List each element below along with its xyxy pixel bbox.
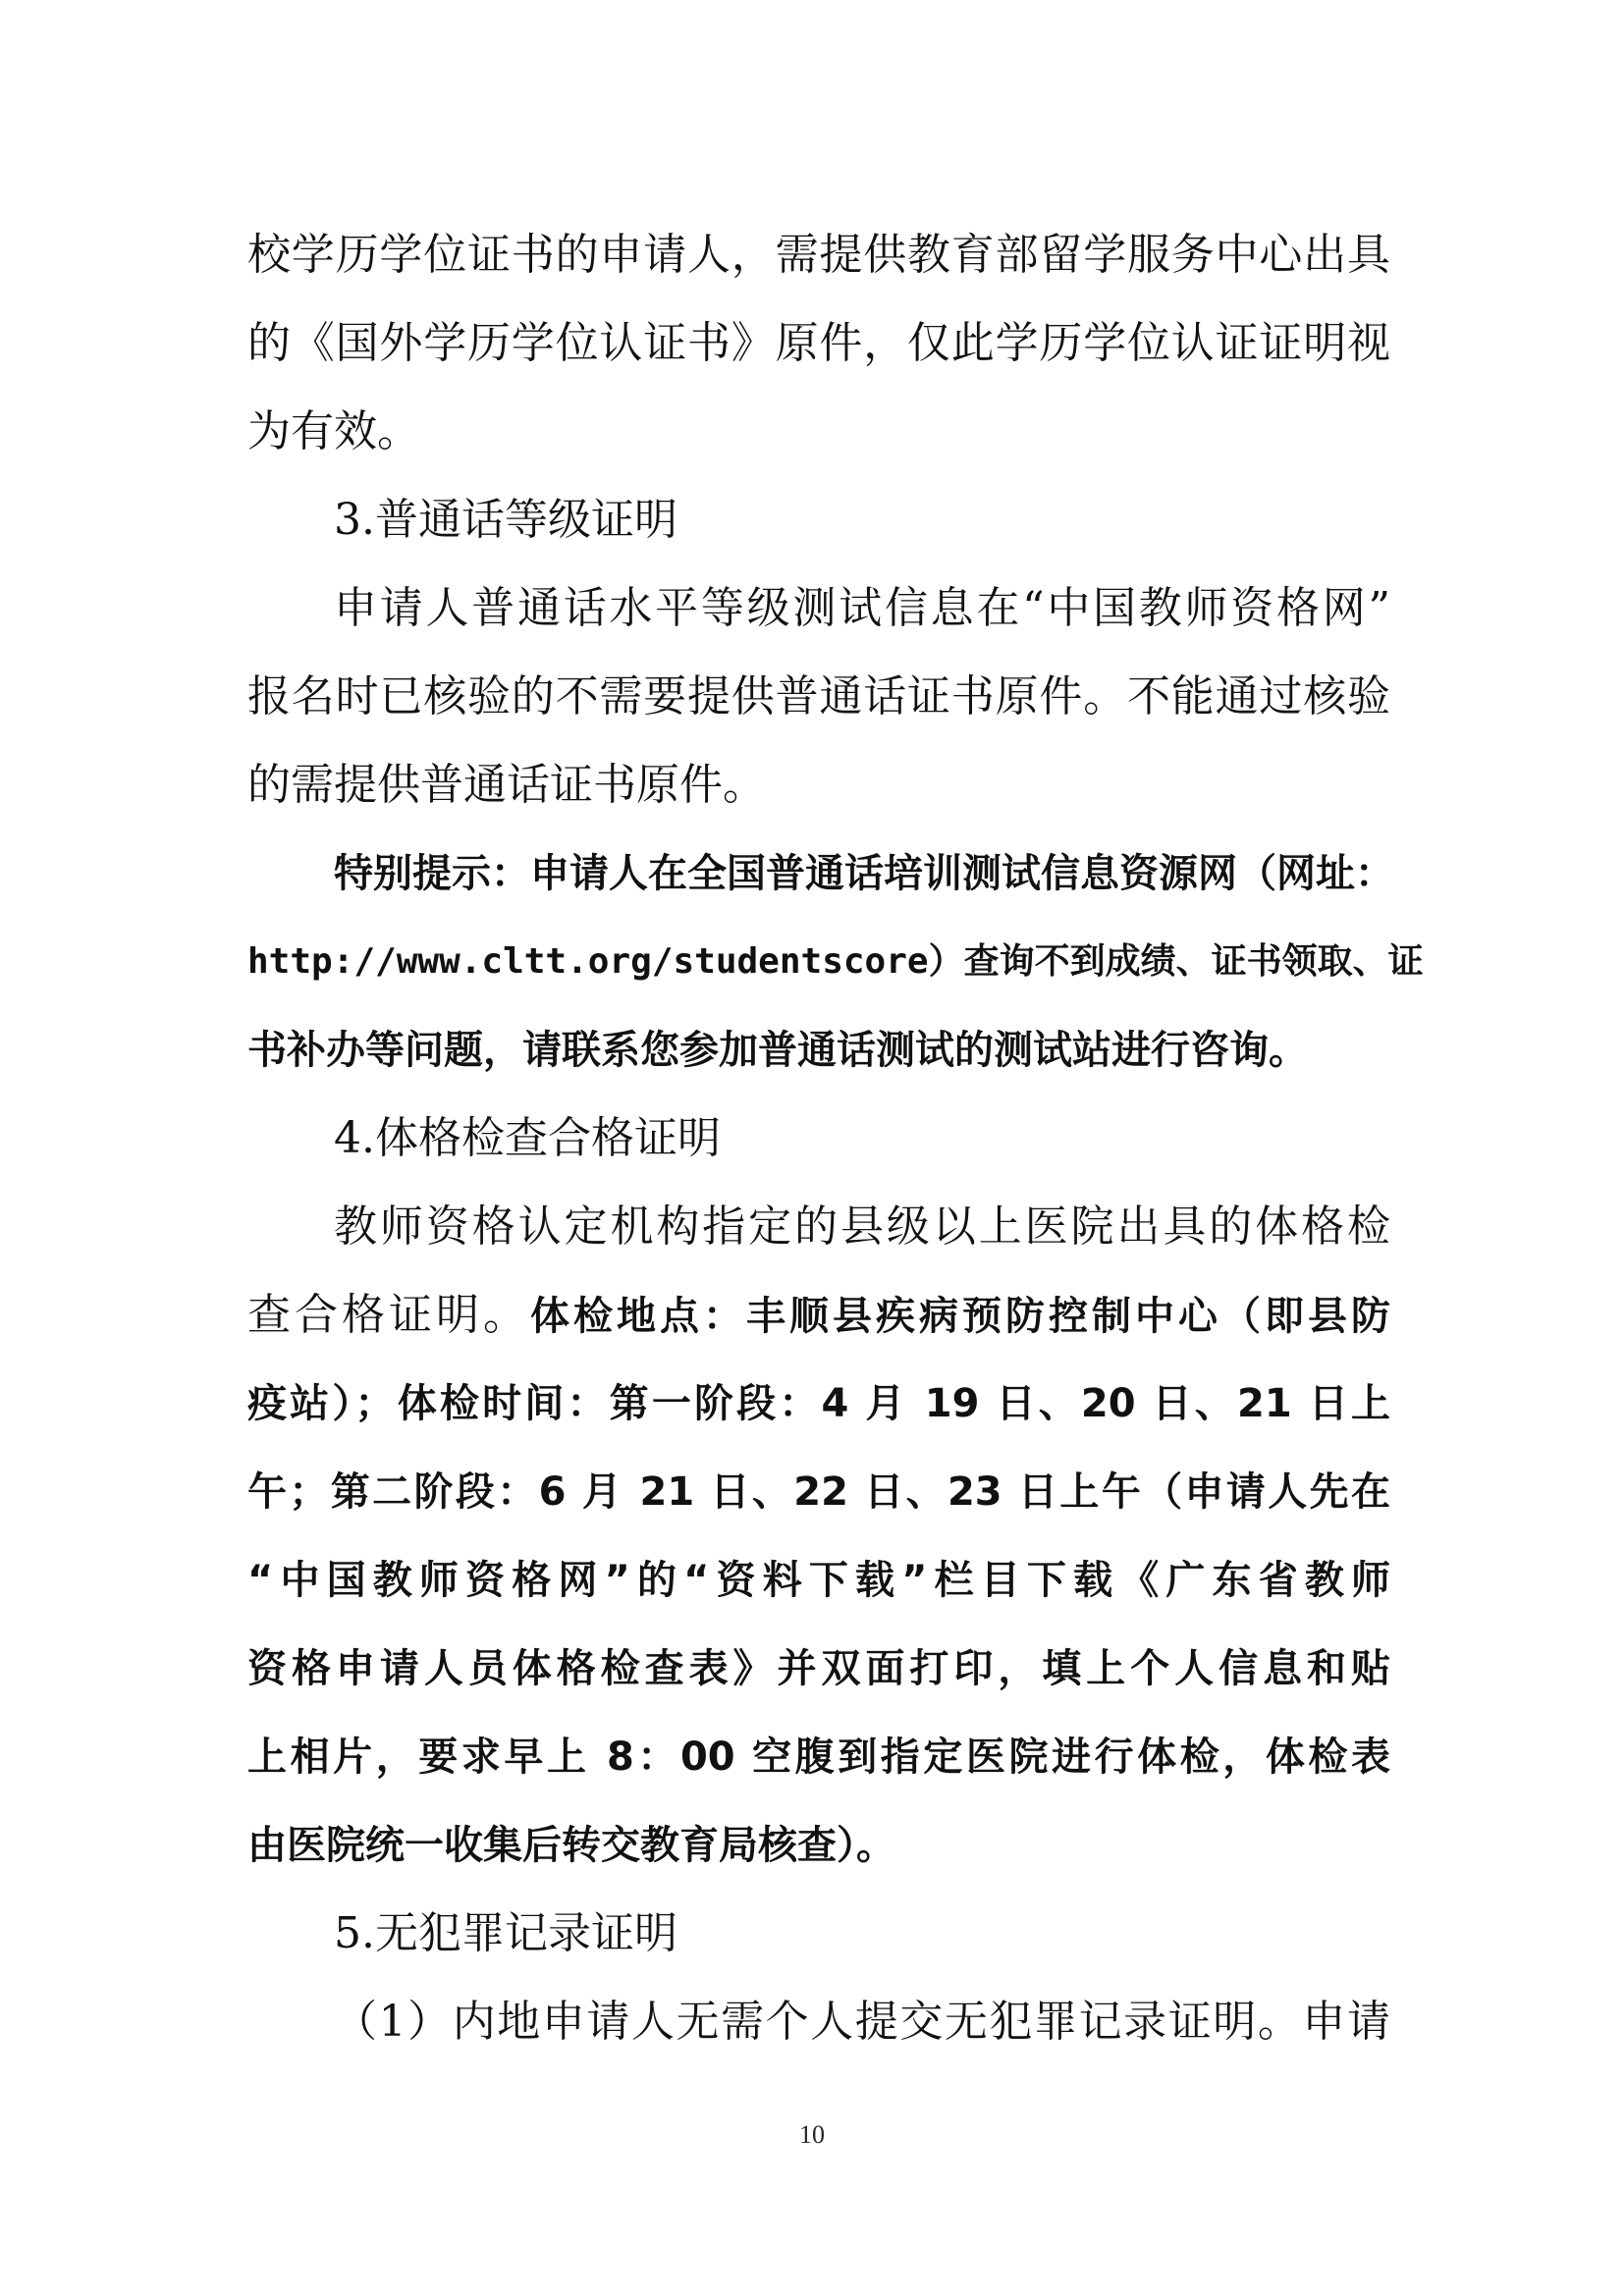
body-line-13 — [247, 1271, 1390, 1360]
exam-instructions-line-4: 由医院统一收集后转交教育局核查）。 — [247, 1823, 895, 1868]
body-line-12: 教师资格认定机构指定的县级以上医院出具的体格检 — [334, 1201, 1390, 1252]
body-line-7: 的需提供普通话证书原件。 — [247, 760, 766, 810]
exam-schedule-line-1: 疫站）；体检时间：第一阶段：4 月 19 日、20 日、21 日上 — [247, 1381, 1390, 1426]
special-notice-line-3: 书补办等问题，请联系您参加普通话测试的测试站进行咨询。 — [247, 1028, 1308, 1073]
body-line-3: 为有效。 — [247, 406, 420, 456]
special-notice-line-1: 特别提示：申请人在全国普通话培训测试信息资源网（网址： — [334, 851, 1394, 896]
section-heading-physical-exam: 4.体格检查合格证明 — [334, 1113, 721, 1163]
exam-location-text: 体检地点：丰顺县疾病预防控制中心（即县防 — [530, 1294, 1390, 1339]
exam-schedule-line-2: 午；第二阶段：6 月 21 日、22 日、23 日上午（申请人先在 — [247, 1469, 1390, 1515]
special-notice-url-line: http://www.cltt.org/studentscore）查询不到成绩、证书领取、证 — [247, 941, 1424, 982]
exam-instructions-line-3: 上相片，要求早上 8：00 空腹到指定医院进行体检，体检表 — [247, 1735, 1390, 1780]
page-number: 10 — [799, 2120, 825, 2149]
body-line-5: 申请人普通话水平等级测试信息在“中国教师资格网” — [334, 583, 1390, 633]
body-line-6: 报名时已核验的不需要提供普通话证书原件。不能通过核验 — [247, 671, 1390, 721]
body-line-1: 校学历学位证书的申请人，需提供教育部留学服务中心出具 — [247, 230, 1390, 280]
exam-proof-text: 查合格证明。 — [247, 1290, 530, 1340]
section-heading-mandarin: 3.普通话等级证明 — [334, 495, 677, 545]
exam-instructions-line-2: 资格申请人员体格检查表》并双面打印，填上个人信息和贴 — [247, 1646, 1390, 1691]
exam-instructions-line-1: “中国教师资格网”的“资料下载”栏目下载《广东省教师 — [247, 1558, 1390, 1603]
body-line-22: （1）内地申请人无需个人提交无犯罪记录证明。申请 — [334, 1997, 1390, 2047]
body-line-2: 的《国外学历学位认证书》原件，仅此学历学位认证证明视 — [247, 318, 1390, 368]
section-heading-no-criminal-record: 5.无犯罪记录证明 — [334, 1908, 677, 1958]
